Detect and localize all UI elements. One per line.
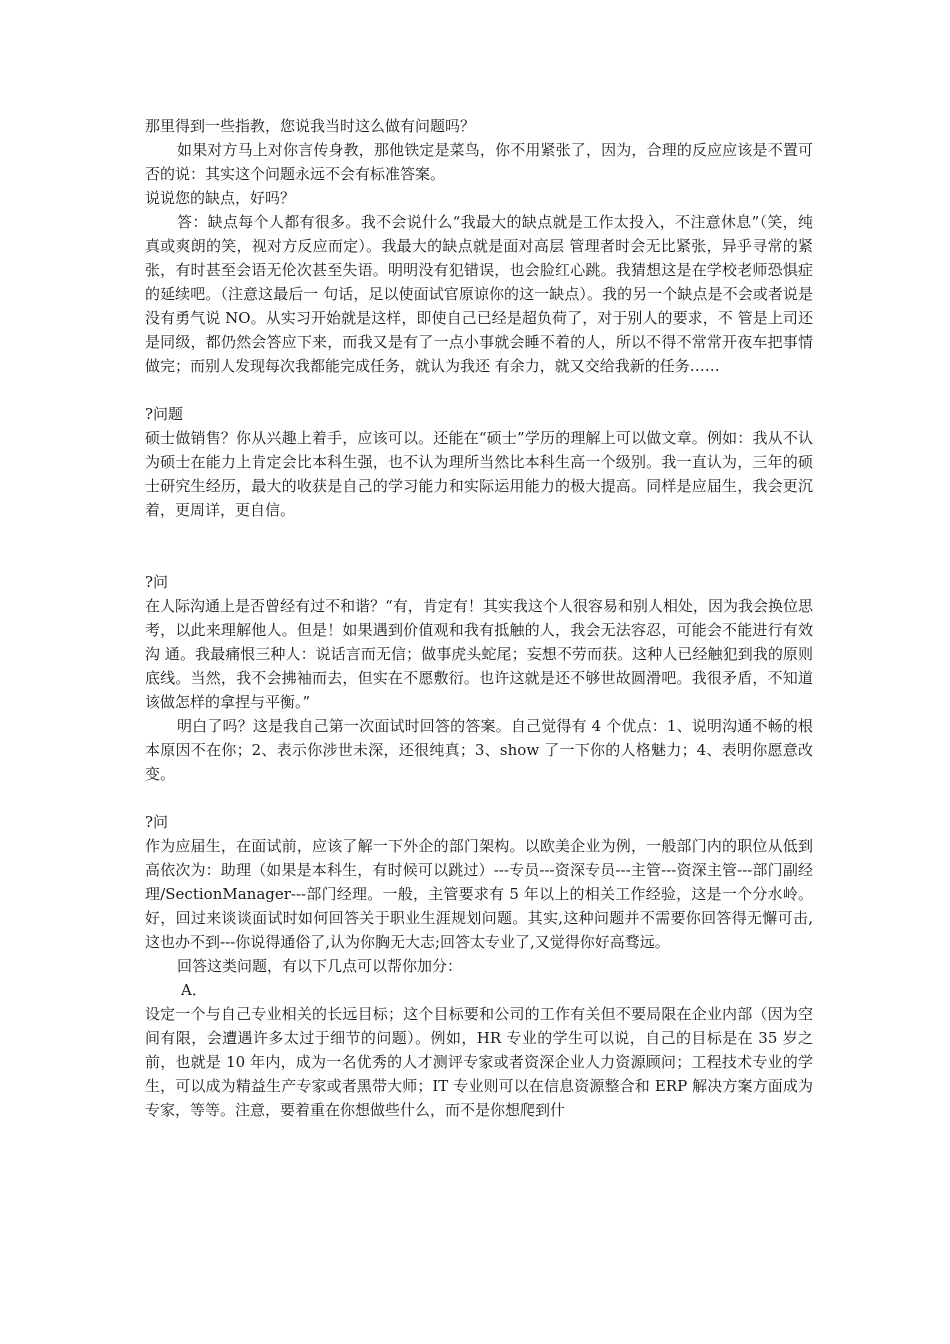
paragraph-1: 那里得到一些指教，您说我当时这么做有问题吗？ <box>145 117 476 135</box>
document-page <box>145 114 813 1122</box>
paragraph-10: 设定一个与自己专业相关的长远目标；这个目标要和公司的工作有关但不要局限在企业内部（因为空间有限，会遭遇许多太过于细节的问题）。例如，HR 专业的学生可以说，自己的目标是在 35 岁之前，也就是 10 年内，成为一名优秀的人才测评专家或者资深企业人力资源顾问；工程技术专业的学生，可以成为精益生产专家或者黑带大师；IT 专业则可以在信息资源整合和 ERP 解决方案方面成为专家，等等。注意，要着重在你想做些什么，而不是你想爬到什 <box>145 1005 813 1119</box>
paragraph-4: 答：缺点每个人都有很多。我不会说什么“我最大的缺点就是工作太投入，不注意休息”（笑，纯真或爽朗的笑，视对方反应而定）。我最大的缺点就是面对高层 管理者时会无比紧张，异乎寻常的紧张，有时甚至会语无伦次甚至失语。明明没有犯错误，也会脸红心跳。我猜想这是在学校老师恐惧症的延续吧。（注意这最后一 句话，足以使面试官原谅你的这一缺点）。我的另一个缺点是不会或者说是没有勇气说 NO。从实习开始就是这样，即使自己已经是超负荷了，对于别人的要求，不 管是上司还是同级，都仍然会答应下来，而我又是有了一点小事就会睡不着的人，所以不得不常常开夜车把事情做完；而别人发现每次我都能完成任务，就认为我还 有余力，就又交给我新的任务…… <box>145 213 813 375</box>
spacer <box>145 786 813 810</box>
paragraph-6: 在人际沟通上是否曾经有过不和谐？“有，肯定有！其实我这个人很容易和别人相处，因为我会换位思考，以此来理解他人。但是！如果遇到价值观和我有抵触的人，我会无法容忍，可能会不能进行有效沟 通。我最痛恨三种人：说话言而无信；做事虎头蛇尾；妄想不劳而获。这种人已经触犯到我的原则底线。当然，我不会拂袖而去，但实在不愿敷衍。也许这就是还不够世故圆滑吧。我很矛盾，不知道该做怎样的拿捏与平衡。” <box>145 597 813 711</box>
paragraph-8: 作为应届生，在面试前，应该了解一下外企的部门架构。以欧美企业为例，一般部门内的职位从低到高依次为：助理（如果是本科生，有时候可以跳过）---专员---资深专员---主管---资深主管---部门副经理/SectionManager---部门经理。一般，主管要求有 5 年以上的相关工作经验，这是一个分水岭。好，回过来谈谈面试时如何回答关于职业生涯规划问题。其实,这种问题并不需要你回答得无懈可击,这也办不到---你说得通俗了,认为你胸无大志;回答太专业了,又觉得你好高骛远。 <box>145 837 813 951</box>
list-label-a: A． <box>181 981 207 999</box>
paragraph-7: 明白了吗？这是我自己第一次面试时回答的答案。自己觉得有 4 个优点：1、说明沟通不畅的根本原因不在你；2、表示你涉世未深，还很纯真；3、show 了一下你的人格魅力；4、表明你愿意改变。 <box>145 717 813 783</box>
section-heading-2: ?问 <box>145 573 169 591</box>
paragraph-5: 硕士做销售？你从兴趣上着手，应该可以。还能在“硕士”学历的理解上可以做文章。例如：我从不认为硕士在能力上肯定会比本科生强，也不认为理所当然比本科生高一个级别。我一直认为，三年的硕士研究生经历，最大的收获是自己的学习能力和实际运用能力的极大提高。同样是应届生，我会更沉着，更周详，更自信。 <box>145 429 813 519</box>
section-heading-1: ?问题 <box>145 405 184 423</box>
paragraph-9: 回答这类问题，有以下几点可以帮你加分： <box>177 957 463 975</box>
spacer <box>145 378 813 402</box>
paragraph-2: 如果对方马上对你言传身教，那他铁定是菜鸟，你不用紧张了，因为，合理的反应应该是不置可否的说：其实这个问题永远不会有标准答案。 <box>145 141 813 183</box>
section-heading-3: ?问 <box>145 813 169 831</box>
paragraph-3: 说说您的缺点，好吗？ <box>145 189 296 207</box>
spacer <box>145 522 813 570</box>
